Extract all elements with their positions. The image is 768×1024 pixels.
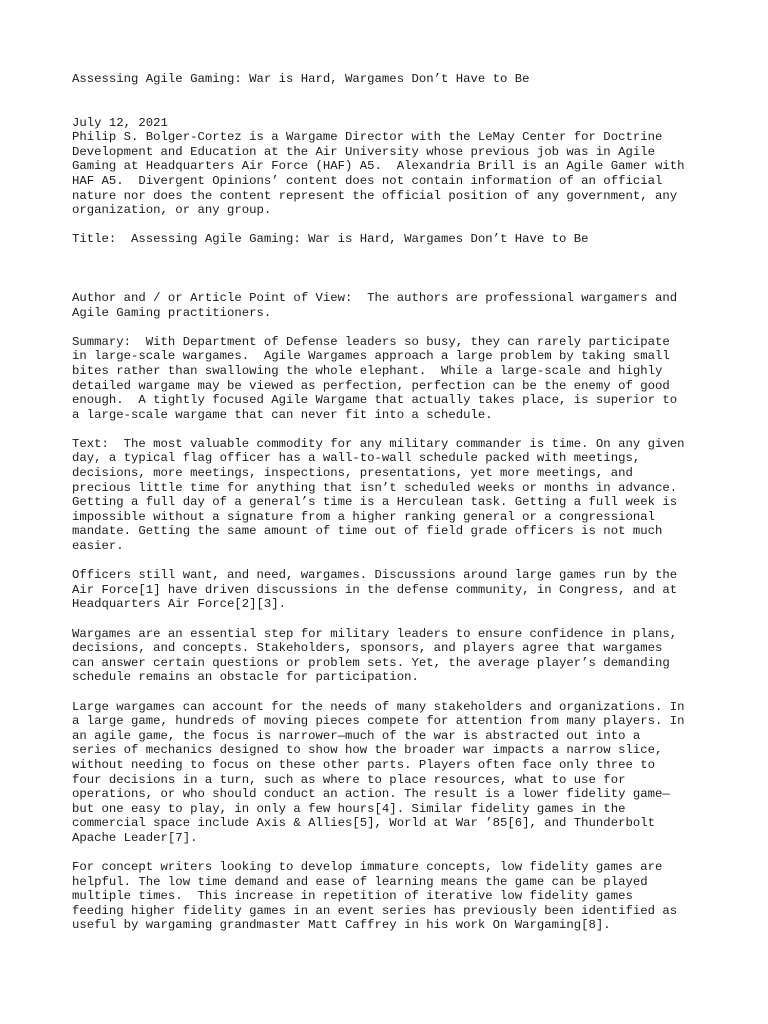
text-line: day, a typical flag officer has a wall-to-wall schedule packed with meetings, <box>72 451 641 466</box>
summary-line: bites rather than swallowing the whole elephant. While a large-scale and highly <box>72 363 663 378</box>
body-paragraph-2 <box>72 568 712 612</box>
text-line: Wargames are an essential step for military leaders to ensure confidence in plans, <box>72 626 678 641</box>
author-bio <box>72 130 712 218</box>
text-line: precious little time for anything that isn’t scheduled weeks or months in advance. <box>72 480 678 495</box>
text-line: but one easy to play, in only a few hours[4]. Similar fidelity games in the <box>72 801 626 816</box>
text-line: a large game, hundreds of moving pieces compete for attention from many players. In <box>72 714 685 729</box>
text-line: Apache Leader[7]. <box>72 830 198 845</box>
bio-line: HAF A5. Divergent Opinions’ content does not contain information of an official <box>72 173 663 188</box>
body-paragraph-1 <box>72 437 712 554</box>
summary-line: detailed wargame may be viewed as perfection, perfection can be the enemy of good <box>72 378 670 393</box>
author-point-of-view <box>72 291 712 320</box>
text-line: without needing to focus on these other parts. Players often face only three to <box>72 757 655 772</box>
text-line: operations, or who should conduct an action. The result is a lower fidelity game— <box>72 787 670 802</box>
publication-date: July 12, 2021 <box>72 115 168 130</box>
text-line: Large wargames can account for the needs of many stakeholders and organizations. In <box>72 699 685 714</box>
text-line: For concept writers looking to develop immature concepts, low fidelity games are <box>72 860 663 875</box>
summary-line: a large-scale wargame that can never fit into a schedule. <box>72 407 493 422</box>
text-line: Air Force[1] have driven discussions in the defense community, in Congress, and at <box>72 582 678 597</box>
bio-line: Development and Education at the Air University whose previous job was in Agile <box>72 144 655 159</box>
text-line: easier. <box>72 539 124 554</box>
body-paragraph-3 <box>72 627 712 685</box>
summary-paragraph <box>72 335 712 423</box>
bio-line: Gaming at Headquarters Air Force (HAF) A5. Alexandria Brill is an Agile Gamer with <box>72 159 685 174</box>
text-line: decisions, more meetings, inspections, presentations, yet more meetings, and <box>72 466 633 481</box>
body-paragraph-5 <box>72 860 712 933</box>
text-line: mandate. Getting the same amount of time out of field grade officers is not much <box>72 524 663 539</box>
text-line: commercial space include Axis & Allies[5], World at War ’85[6], and Thunderbolt <box>72 816 655 831</box>
summary-line: enough. A tightly focused Agile Wargame that actually takes place, is superior to <box>72 393 678 408</box>
text-line: an agile game, the focus is narrower—much of the war is abstracted out into a <box>72 728 641 743</box>
summary-line: in large-scale wargames. Agile Wargames approach a large problem by taking small <box>72 349 670 364</box>
bio-line: nature nor does the content represent the official position of any government, any <box>72 188 678 203</box>
summary-line: Summary: With Department of Defense leaders so busy, they can rarely participate <box>72 334 670 349</box>
text-line: can answer certain questions or problem sets. Yet, the average player’s demanding <box>72 655 670 670</box>
pov-line: Agile Gaming practitioners. <box>72 305 272 320</box>
bio-line: Philip S. Bolger-Cortez is a Wargame Director with the LeMay Center for Doctrine <box>72 130 663 145</box>
text-line: feeding higher fidelity games in an event series has previously been identified as <box>72 903 678 918</box>
text-line: Text: The most valuable commodity for any military commander is time. On any given <box>72 436 685 451</box>
text-line: schedule remains an obstacle for participation. <box>72 670 419 685</box>
bio-line: organization, or any group. <box>72 203 272 218</box>
pov-line: Author and / or Article Point of View: The authors are professional wargamers and <box>72 290 678 305</box>
text-line: Headquarters Air Force[2][3]. <box>72 597 287 612</box>
text-line: Getting a full day of a general’s time is a Herculean task. Getting a full week is <box>72 495 678 510</box>
text-line: four decisions in a turn, such as where to place resources, what to use for <box>72 772 626 787</box>
text-line: helpful. The low time demand and ease of learning means the game can be played <box>72 874 648 889</box>
text-line: multiple times. This increase in repetition of iterative low fidelity games <box>72 889 633 904</box>
text-line: impossible without a signature from a higher ranking general or a congressional <box>72 509 655 524</box>
document-header-title: Assessing Agile Gaming: War is Hard, Wargames Don’t Have to Be <box>72 72 530 86</box>
body-paragraph-4 <box>72 700 712 846</box>
document-page <box>72 72 712 933</box>
text-line: useful by wargaming grandmaster Matt Caffrey in his work On Wargaming[8]. <box>72 918 611 933</box>
text-line: Officers still want, and need, wargames. Discussions around large games run by the <box>72 568 678 583</box>
text-line: series of mechanics designed to show how the broader war impacts a narrow slice, <box>72 743 663 758</box>
article-title-line: Title: Assessing Agile Gaming: War is Hard, Wargames Don’t Have to Be <box>72 232 589 247</box>
text-line: decisions, and concepts. Stakeholders, sponsors, and players agree that wargames <box>72 641 663 656</box>
